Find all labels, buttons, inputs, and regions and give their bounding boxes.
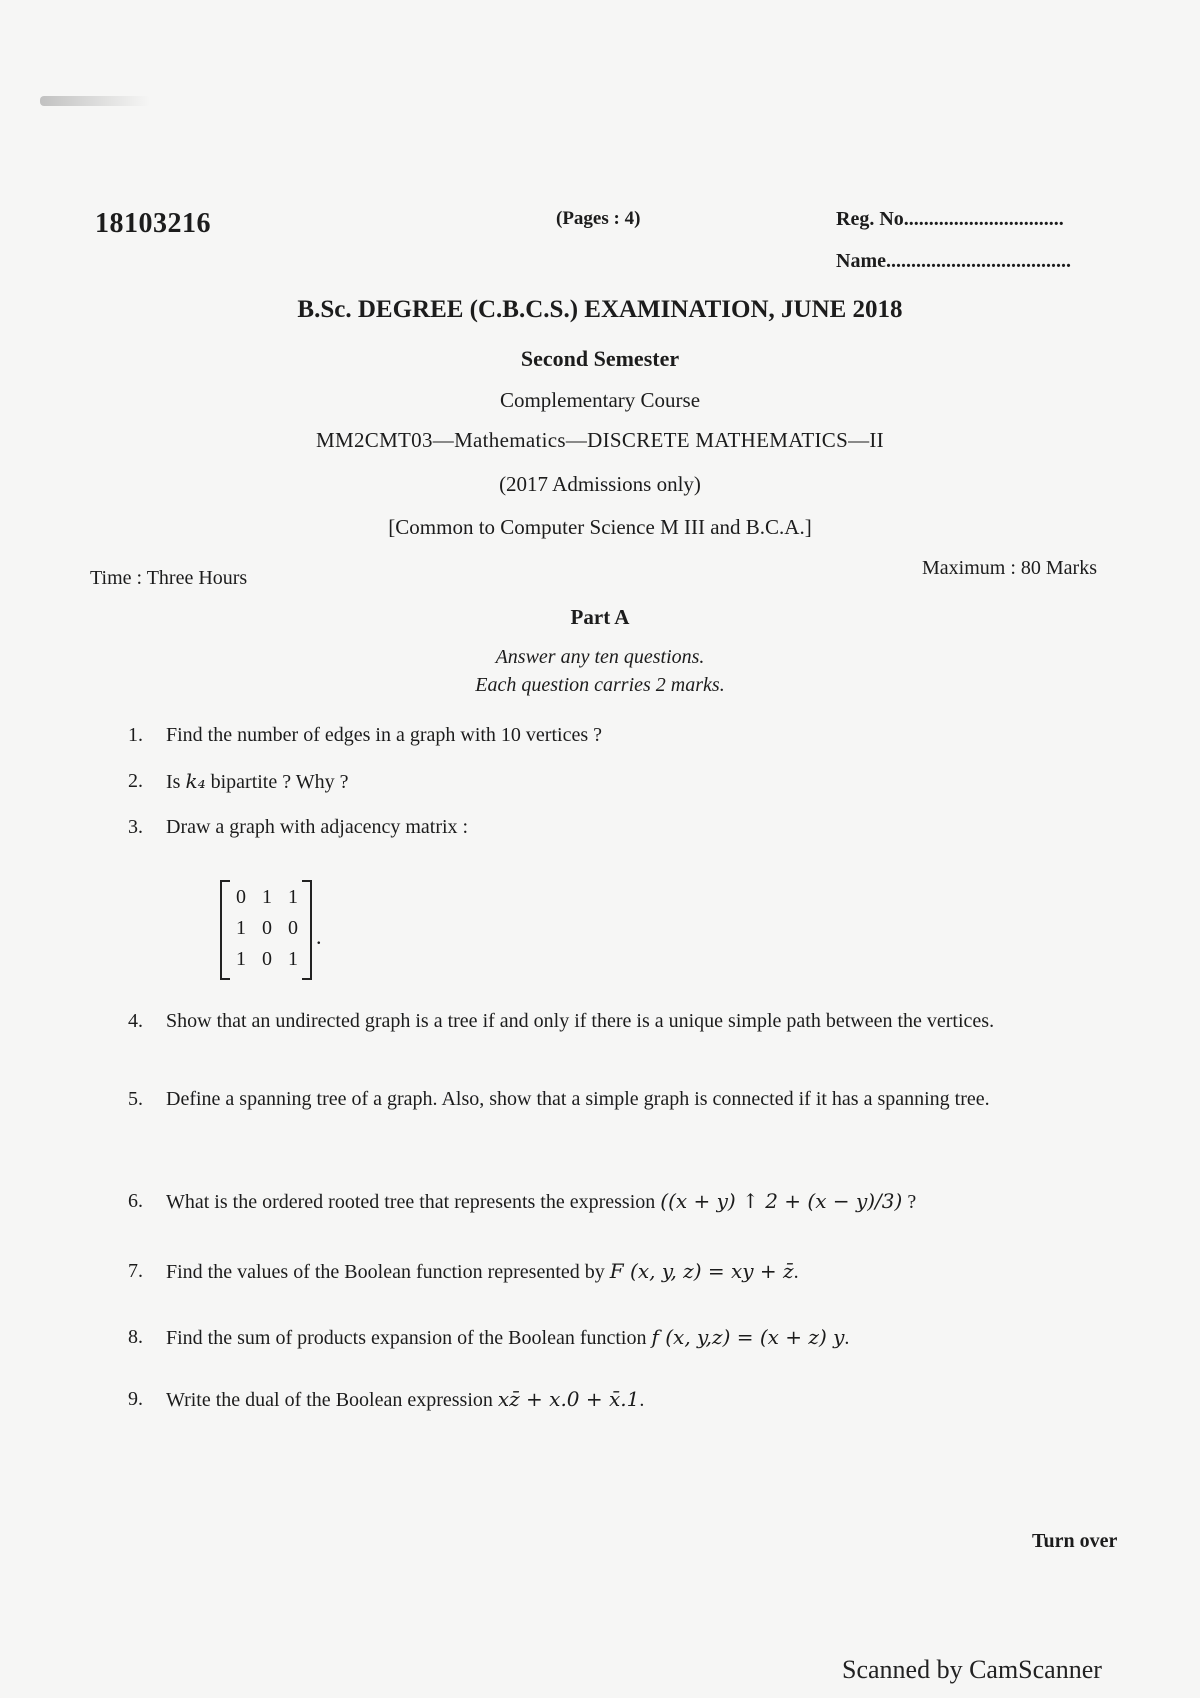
name-field: Name..................................... [836,250,1071,272]
question-8 [128,1320,1158,1355]
question-text [166,1254,1158,1289]
matrix-period: . [316,924,322,949]
matrix-row [228,913,306,944]
exam-title: B.Sc. DEGREE (C.B.C.S.) EXAMINATION, JUNE 2018 [297,296,903,323]
page-count: (Pages : 4) [556,208,641,229]
question-number: 7. [128,1260,143,1282]
part-title: Part A [570,605,630,629]
question-number: 8. [128,1326,143,1348]
question-text-pre: Find the sum of products expansion of the Boolean function [166,1327,652,1349]
question-text-post: bipartite ? Why ? [205,771,349,793]
question-text: Draw a graph with adjacency matrix : [166,816,469,838]
question-text: Define a spanning tree of a graph. Also, show that a simple graph is connected if it has a spanning tree. [166,1088,990,1110]
question-number: 5. [128,1088,143,1110]
question-6 [128,1184,1158,1219]
question-text [166,764,1158,799]
question-text-post: . [793,1261,799,1283]
question-number: 6. [128,1190,143,1212]
question-math: xz̄ + x.0 + x̄.1 [497,1387,640,1411]
adjacency-matrix [220,880,312,978]
matrix-cell: 0 [288,917,298,939]
question-text-post: . [844,1327,850,1349]
question-3 [128,810,1158,844]
matrix-cell: 1 [262,886,272,908]
max-marks: Maximum : 80 Marks [922,557,1097,579]
question-number: 2. [128,770,143,792]
reg-no-field: Reg. No................................ [836,208,1064,230]
matrix-row [228,944,306,975]
admission-note: (2017 Admissions only) [499,472,701,496]
turn-over: Turn over [1032,1530,1118,1552]
question-number: 1. [128,724,143,746]
question-5 [128,1082,1158,1116]
question-text [166,1382,1158,1417]
question-2 [128,764,1158,799]
question-text-pre: Is [166,771,186,793]
question-text [166,1320,1158,1355]
paper-number: 18103216 [95,208,211,239]
exam-time: Time : Three Hours [90,567,248,589]
semester: Second Semester [520,346,680,371]
instruction-2: Each question carries 2 marks. [475,674,725,696]
question-9 [128,1382,1158,1417]
question-math: k₄ [185,769,206,793]
question-text-pre: What is the ordered rooted tree that represents the expression [166,1191,661,1213]
matrix-cell: 0 [262,917,272,939]
common-note: [Common to Computer Science M III and B.C.A.] [388,515,812,539]
question-text [166,1184,1158,1219]
matrix-cell: 0 [262,948,272,970]
question-1 [128,718,1158,752]
question-text-pre: Find the values of the Boolean function represented by [166,1261,610,1283]
scan-smudge [40,96,150,106]
matrix-row [228,882,306,913]
question-text: Find the number of edges in a graph with 10 vertices ? [166,724,602,746]
question-text-pre: Write the dual of the Boolean expression [166,1389,498,1411]
question-math: ((x + y) ↑ 2 + (x − y)/3) [660,1189,903,1213]
matrix-cell: 0 [236,886,246,908]
course-type: Complementary Course [499,388,701,412]
question-number: 4. [128,1010,143,1032]
question-number: 3. [128,816,143,838]
matrix-cell: 1 [288,886,298,908]
question-math: F (x, y, z) = xy + z̄ [609,1259,794,1283]
instruction-1: Answer any ten questions. [495,646,705,668]
question-7 [128,1254,1158,1289]
question-number: 9. [128,1388,143,1410]
matrix-cell: 1 [236,917,246,939]
question-text: Show that an undirected graph is a tree if and only if there is a unique simple path between the vertices. [166,1010,995,1032]
question-math: f (x, y,z) = (x + z) y [651,1325,845,1349]
scanner-watermark: Scanned by CamScanner [842,1655,1102,1684]
question-4 [128,1004,1158,1038]
question-text-post: . [639,1389,645,1411]
matrix-cell: 1 [288,948,298,970]
paper-code: MM2CMT03—Mathematics—DISCRETE MATHEMATICS—II [316,428,884,452]
question-text-post: ? [902,1191,917,1213]
matrix-table [228,882,306,975]
matrix-cell: 1 [236,948,246,970]
